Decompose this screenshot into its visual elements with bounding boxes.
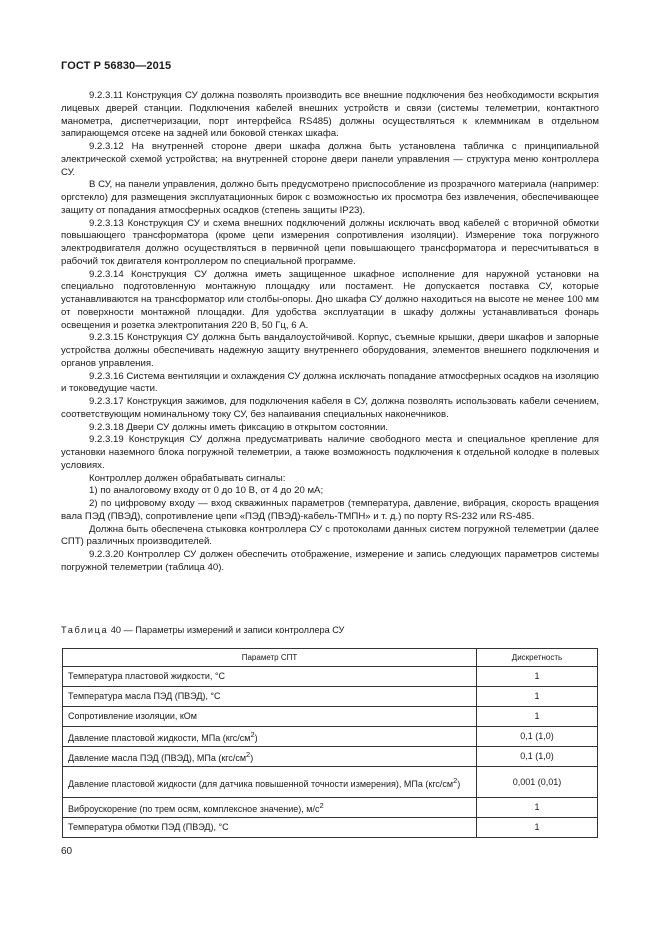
disc-cell: 0,1 (1,0): [477, 747, 598, 767]
disc-cell: 0,1 (1,0): [477, 727, 598, 747]
paragraph: 9.2.3.13 Конструкция СУ и схема внешних подключений должны исключать ввод кабелей с вторичной обмотки повышающего трансформатора (кроме цепи измерения сопротивления изоляции). Измерение тока погружного электродвигателя должно осуществляться в первичной цепи повышающего трансформатора и пересчитываться в рабочий ток двигателя контроллером по специальной программе.: [61, 217, 599, 267]
list-item: 2) по цифровому входу — вход скважинных параметров (температура, давление, вибрация, скорость вращения вала ПЭД (ПВЭД), сопротивление цепи «ПЭД (ПВЭД)-кабель-ТМПН» и т. д.) по порту RS-232 или RS-485.: [61, 498, 599, 522]
param-cell: Давление пластовой жидкости, МПа $(кгс/см^2)$: [63, 727, 477, 747]
disc-cell: 0,001 (0,01): [477, 767, 598, 798]
param-cell: Температура масла ПЭД (ПВЭД), °С: [63, 687, 477, 707]
document-header: ГОСТ Р 56830—2015: [61, 60, 172, 72]
param-cell: Сопротивление изоляции, кОм: [63, 707, 477, 727]
paragraph: 9.2.3.16 Система вентиляции и охлаждения СУ должна исключать попадание атмосферных осадков на изоляцию и токоведущие части.: [61, 370, 599, 395]
table-row: [63, 727, 598, 747]
column-header-discreteness: Дискретность: [477, 649, 598, 667]
param-cell: Температура обмотки ПЭД (ПВЭД), °С: [63, 818, 477, 838]
paragraph: 9.2.3.17 Конструкция зажимов, для подключения кабеля в СУ, должна позволять использовать кабели сечением, соответствующим номинальному току СУ, без напаивания специальных наконечников.: [61, 396, 599, 420]
table-row: [63, 707, 598, 727]
disc-cell: 1: [477, 707, 598, 727]
table-row: [63, 687, 598, 707]
table-caption-prefix: Таблица: [61, 625, 109, 635]
paragraph: В СУ, на панели управления, должно быть предусмотрено приспособление из прозрачного материала (например: оргстекло) для размещения эксплуатационных бирок с возможностью их просмотра без извлечения, обеспечивающее защиту от попадания атмосферных осадков (степень защиты IP23).: [61, 179, 599, 216]
paragraph: 9.2.3.12 На внутренней стороне двери шкафа должна быть установлена табличка с принципиальной электрической схемой устройства; на внутренней стороне двери панели управления — структура меню контроллера СУ.: [61, 141, 599, 178]
disc-cell: 1: [477, 687, 598, 707]
table-row: [63, 767, 598, 798]
param-cell: Давление пластовой жидкости (для датчика повышенной точности измерения), МПа $(кгс/см^2)$: [63, 767, 477, 798]
table-caption-text: 40 — Параметры измерений и записи контроллера СУ: [108, 625, 345, 635]
disc-cell: 1: [477, 798, 598, 818]
list-item: 1) по аналоговому входу от 0 до 10 В, от 4 до 20 мА;: [89, 485, 324, 497]
disc-cell: 1: [477, 667, 598, 687]
paragraph: 9.2.3.20 Контроллер СУ должен обеспечить отображение, измерение и запись следующих параметров системы погружной телеметрии (таблица 40).: [61, 549, 599, 573]
disc-cell: 1: [477, 818, 598, 838]
paragraph: 9.2.3.18 Двери СУ должны иметь фиксацию в открытом состоянии.: [89, 421, 389, 433]
param-cell: Давление масла ПЭД (ПВЭД), МПа $(кгс/см^2)$: [63, 747, 477, 767]
param-cell: Температура пластовой жидкости, °С: [63, 667, 477, 687]
table-row: [63, 818, 598, 838]
page-number: 60: [61, 846, 73, 857]
paragraph: Контроллер должен обрабатывать сигналы:: [89, 472, 286, 484]
table-row: [63, 747, 598, 767]
table-row: [63, 667, 598, 687]
paragraph: 9.2.3.14 Конструкция СУ должна иметь защищенное шкафное исполнение для наружной установки на специально подготовленную монтажную площадку или постамент. Не допускается поставка СУ, которые устанавливаются на трансформатор или столбы-опоры. Дно шкафа СУ должно находиться на высоте не менее 100 мм от поверхности монтажной площадки. Для удобства эксплуатации в шкафу должны устанавливаться фонарь освещения и розетка электропитания 220 В, 50 Гц, 6 А.: [61, 268, 599, 331]
param-cell: Виброускорение (по трем осям, комплексное значение), $м/с^2$: [63, 798, 477, 818]
body-text: [61, 90, 599, 575]
paragraph: 9.2.3.19 Конструкция СУ должна предусматривать наличие свободного места и специальное крепление для установки наземного блока погружной телеметрии, а также возможность подключения к отдельной колодке в полевых условиях.: [61, 434, 599, 471]
table-row: [63, 798, 598, 818]
parameters-table: [62, 648, 598, 838]
paragraph: 9.2.3.15 Конструкция СУ должна быть вандалоустойчивой. Корпус, съемные крышки, двери шкафов и запорные устройства должны обеспечивать надежную защиту внутреннего оборудования, элементов внешнего подключения и органов управления.: [61, 332, 599, 369]
column-header-parameter: Параметр СПТ: [63, 649, 477, 667]
table-header-row: [63, 649, 598, 667]
paragraph: Должна быть обеспечена стыковка контроллера СУ с протоколами данных систем погружной телеметрии (далее СПТ) различных производителей.: [61, 523, 599, 548]
paragraph: 9.2.3.11 Конструкция СУ должна позволять производить все внешние подключения без необходимости вскрытия лицевых дверей станции. Подключения кабелей внешних устройств и связи (системы телеметрии, контактного манометра, диспетчеризации, порт интерфейса RS485) должны осуществляться к клеммникам в отдельном запирающемся отсеке на задней или боковой стенках шкафа.: [61, 90, 599, 140]
table-caption: [61, 625, 344, 635]
